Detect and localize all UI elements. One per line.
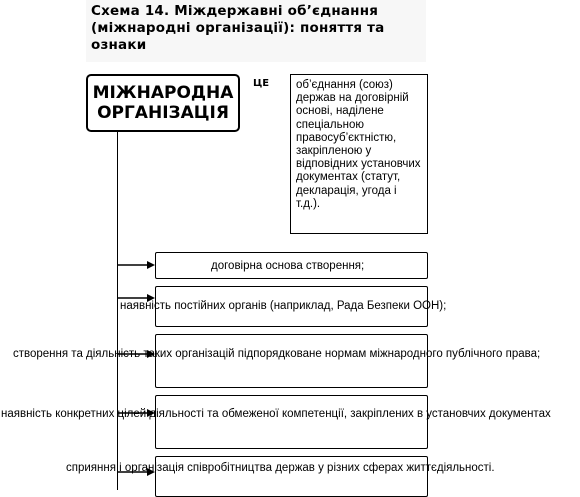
diagram-title: Схема 14. Міждержавні об’єднання (міжнародні організації): поняття та ознаки <box>91 3 385 53</box>
sign-text-4: наявність конкретних цілей діяльності та обмеженої компетенції, закріплених в установчих документах <box>1 408 551 420</box>
sign-text-1: договірна основа створення; <box>211 260 365 272</box>
sign-text-5: сприяння і організація співробітництва держав у різних сферах життєдіяльності. <box>66 462 495 474</box>
definition-box: об’єднання (союз) держав на договірній основі, наділене спеціальною правосуб’єктністю, закріпленою у відповідних установчих документах (статут, декларація, угода і т.д.). <box>290 74 428 234</box>
sign-text-2: наявність постійних органів (наприклад, Рада Безпеки ООН); <box>120 300 447 312</box>
arrowhead-1 <box>147 261 155 269</box>
sign-text-3: створення та діяльність таких організацій підпорядковане нормам міжнародного публічного права; <box>13 348 541 360</box>
main-concept-box: МІЖНАРОДНА ОРГАНІЗАЦІЯ <box>86 74 240 132</box>
connector-label: ЦЕ <box>253 78 270 89</box>
